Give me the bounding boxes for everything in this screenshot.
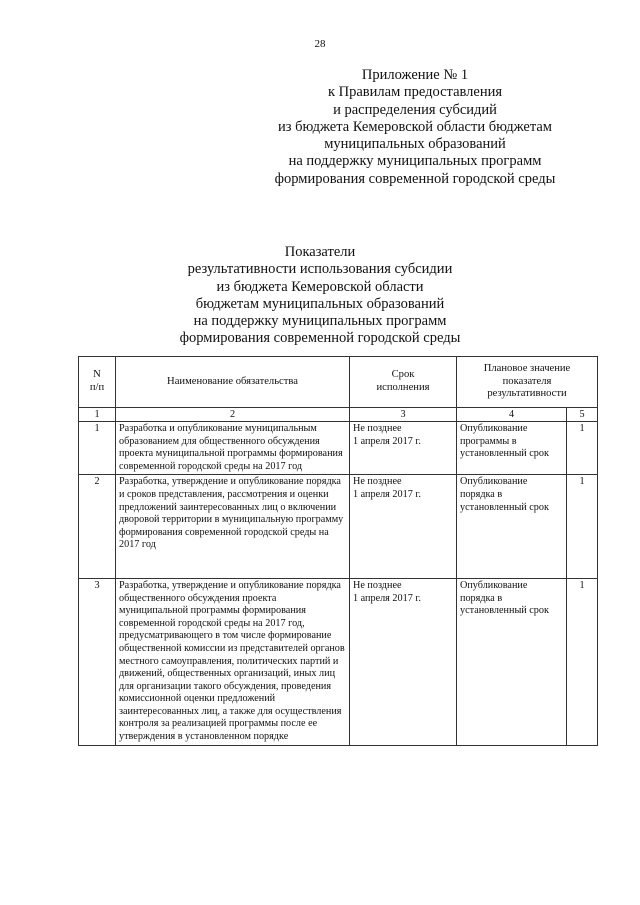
title-line: результативности использования субсидии <box>187 261 453 278</box>
column-number: 2 <box>116 408 350 422</box>
planned-value: 1 <box>567 475 598 579</box>
row-number: 1 <box>79 422 116 475</box>
title-line: из бюджета Кемеровской области <box>216 278 424 295</box>
column-number: 4 <box>457 408 567 422</box>
row-number: 3 <box>79 578 116 745</box>
column-number: 3 <box>350 408 457 422</box>
header-name: Наименование обязательства <box>116 357 350 408</box>
deadline: Не позднее 1 апреля 2017 г. <box>350 422 457 475</box>
obligation-name: Разработка и опубликование муниципальным образованием для общественного обсуждения проекта муниципальной программы формирования современной городской среды на 2017 год <box>116 422 350 475</box>
appendix-line: муниципальных образований <box>324 136 506 153</box>
appendix-line: Приложение № 1 <box>361 67 469 83</box>
appendix-line: формирования современной городской среды <box>274 170 556 187</box>
title-line: бюджетам муниципальных образований <box>195 295 445 312</box>
appendix-line: на поддержку муниципальных программ <box>288 153 542 170</box>
table-row <box>79 422 598 475</box>
deadline: Не позднее 1 апреля 2017 г. <box>350 475 457 579</box>
column-number-row <box>79 408 598 422</box>
appendix-line: из бюджета Кемеровской области бюджетам <box>278 118 552 135</box>
row-number: 2 <box>79 475 116 579</box>
appendix-header <box>250 67 580 188</box>
indicator: Опубликование порядка в установленный срок <box>457 578 567 745</box>
header-num: N п/п <box>79 357 116 408</box>
obligation-name: Разработка, утверждение и опубликование порядка и сроков представления, рассмотрения и оценки предложений заинтересованных лиц о включении дворовой территории в муниципальную программу формирования современной городской среды на 2017 год <box>116 475 350 579</box>
header-deadline: Срок исполнения <box>350 357 457 408</box>
deadline: Не позднее 1 апреля 2017 г. <box>350 578 457 745</box>
indicators-table <box>78 356 598 746</box>
table-row <box>79 475 598 579</box>
planned-value: 1 <box>567 422 598 475</box>
title-line: формирования современной городской среды <box>179 330 461 347</box>
title-line: Показатели <box>284 244 356 260</box>
title-line: на поддержку муниципальных программ <box>193 313 447 330</box>
indicator: Опубликование порядка в установленный срок <box>457 475 567 579</box>
header-planned-value: Плановое значение показателя результативности <box>457 357 598 408</box>
table-row <box>79 578 598 745</box>
obligation-name: Разработка, утверждение и опубликование порядка общественного обсуждения проекта муниципальной программы формирования современной городской среды на 2017 год, предусматривающего в том числе формирование общественной комиссии из представителей органов местного самоуправления, политических партий и движений, общественных организаций, иных лиц для организации такого обсуждения, проведения комиссионной оценки предложений заинтересованных лиц, а также для осуществления контроля за реализацией программы после ее утверждения в установленном порядке <box>116 578 350 745</box>
table-header-row <box>79 357 598 408</box>
document-title <box>120 244 520 348</box>
column-number: 5 <box>567 408 598 422</box>
indicator: Опубликование программы в установленный срок <box>457 422 567 475</box>
column-number: 1 <box>79 408 116 422</box>
page-number: 28 <box>314 38 326 50</box>
appendix-line: и распределения субсидий <box>333 101 497 118</box>
appendix-line: к Правилам предоставления <box>327 84 503 101</box>
planned-value: 1 <box>567 578 598 745</box>
